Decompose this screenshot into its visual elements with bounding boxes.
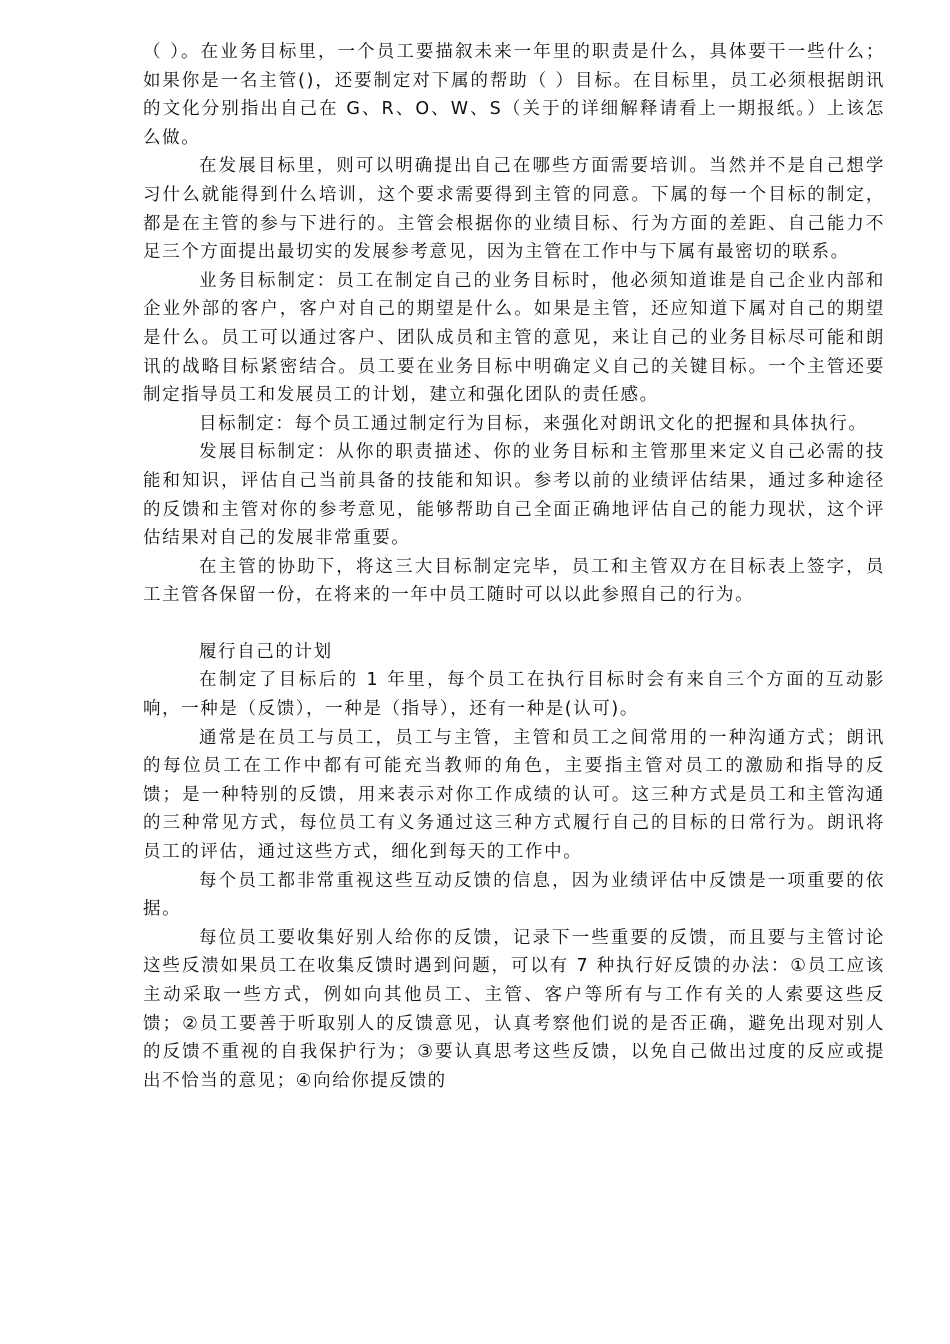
document-page	[143, 38, 885, 1095]
paragraph-continuation: （ ）。在业务目标里，一个员工要描叙未来一年里的职责是什么，具体要干一些什么；如果你是一名主管()，还要制定对下属的帮助（ ）目标。在目标里，员工必须根据朗讯的文化分别指出自己在 G、R、O、W、S（关于的详细解释请看上一期报纸。）上该怎么做。	[143, 42, 885, 148]
section-heading: 履行自己的计划	[199, 641, 333, 662]
paragraph-development-goals: 在发展目标里，则可以明确提出自己在哪些方面需要培训。当然并不是自己想学习什么就能得到什么培训，这个要求需要得到主管的同意。下属的每一个目标的制定，都是在主管的参与下进行的。主管会根据你的业绩目标、行为方面的差距、自己能力不足三个方面提出最切实的发展参考意见，因为主管在工作中与下属有最密切的联系。	[143, 156, 885, 263]
paragraph-feedback-methods: 每位员工要收集好别人给你的反馈，记录下一些重要的反馈，而且要与主管讨论这些反溃如果员工在收集反馈时遇到问题，可以有 7 种执行好反馈的办法：①员工应该主动采取一些方式，例如向其他员工、主管、客户等所有与工作有关的人索要这些反馈；②员工要善于听取别人的反馈意见，认真考察他们说的是否正确，避免出现对别人的反馈不重视的自我保护行为；③要认真思考这些反馈，以免自己做出过度的反应或提出不恰当的意见；④向给你提反馈的	[143, 927, 885, 1091]
paragraph-communication: 通常是在员工与员工，员工与主管，主管和员工之间常用的一种沟通方式；朗讯的每位员工在工作中都有可能充当教师的角色，主要指主管对员工的激励和指导的反馈；是一种特别的反馈，用来表示对你工作成绩的认可。这三种方式是员工和主管沟通的三种常见方式，每位员工有义务通过这三种方式履行自己的目标的日常行为。朗讯将员工的评估，通过这些方式，细化到每天的工作中。	[143, 727, 885, 863]
paragraph-business-goal-setting: 业务目标制定：员工在制定自己的业务目标时，他必须知道谁是自己企业内部和企业外部的客户，客户对自己的期望是什么。如果是主管，还应知道下属对自己的期望是什么。员工可以通过客户、团队成员和主管的意见，来让自己的业务目标尽可能和朗讯的战略目标紧密结合。员工要在业务目标中明确定义自己的关键目标。一个主管还要制定指导员工和发展员工的计划，建立和强化团队的责任感。	[143, 270, 885, 406]
paragraph-development-goal-setting: 发展目标制定：从你的职责描述、你的业务目标和主管那里来定义自己必需的技能和知识，评估自己当前具备的技能和知识。参考以前的业绩评估结果，通过多种途径的反馈和主管对你的参考意见，能够帮助自己全面正确地评估自己的能力现状，这个评估结果对自己的发展非常重要。	[143, 442, 885, 549]
paragraph-goal-setting: 目标制定：每个员工通过制定行为目标，来强化对朗讯文化的把握和具体执行。	[199, 413, 868, 434]
paragraph-interaction: 在制定了目标后的 1 年里，每个员工在执行目标时会有来自三个方面的互动影响，一种是（反馈），一种是（指导），还有一种是(认可)。	[143, 670, 885, 720]
paragraph-feedback-importance: 每个员工都非常重视这些互动反馈的信息，因为业绩评估中反馈是一项重要的依据。	[143, 870, 885, 920]
paragraph-signing: 在主管的协助下，将这三大目标制定完毕，员工和主管双方在目标表上签字，员工主管各保留一份，在将来的一年中员工随时可以以此参照自己的行为。	[143, 556, 885, 606]
